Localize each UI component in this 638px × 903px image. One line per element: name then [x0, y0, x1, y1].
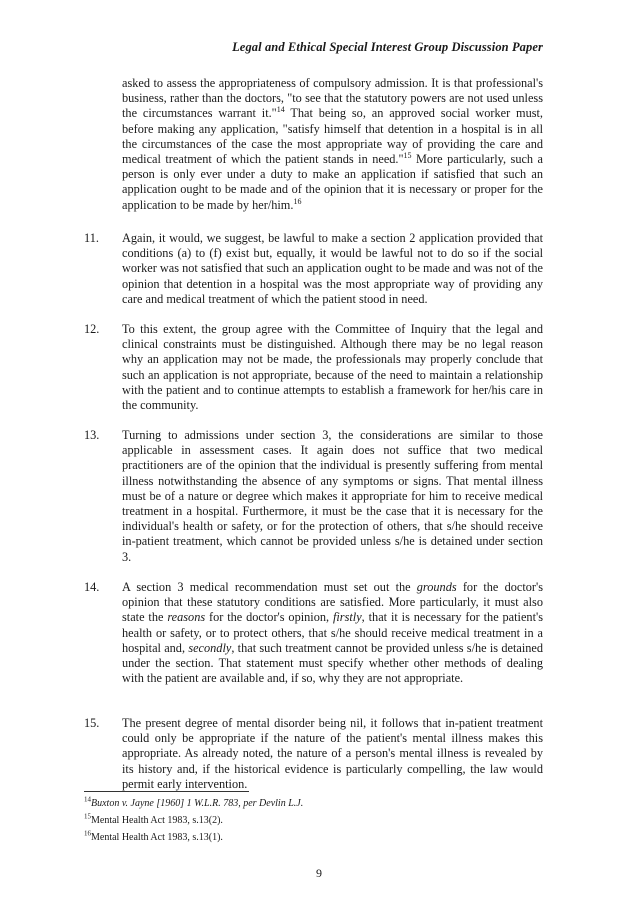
paragraph-continued: asked to assess the appropriateness of compulsory admission. It is that professional's business, rather than the doctors, "to see that the statutory powers are not used unless the circumstances warrant it."$^{14}$ That being so, an approved social worker must, before making any application, "satisfy himself that detention in a hospital is in all the circumstances of the case the most appropriate way of providing the care and medical treatment of which the patient stands in need."$^{15}$ More particularly, such a person is only ever under a duty to make an application if satisfied that such an application ought to be made and of the opinion that it is necessary or proper for the application to be made by her/him.$^{16}$ — [122, 76, 544, 212]
running-header: Legal and Ethical Special Interest Group Discussion Paper — [232, 40, 543, 54]
footnote-14 — [84, 797, 544, 810]
footnote-text: Mental Health Act 1983, s.13(2). — [91, 815, 223, 826]
paragraph-number-13: 13. — [84, 428, 100, 442]
footnote-mark: 14 — [84, 795, 91, 804]
footnote-mark: 16 — [84, 829, 91, 838]
footnote-text: Mental Health Act 1983, s.13(1). — [91, 832, 223, 843]
paragraph-14: A section 3 medical recommendation must set out the grounds for the doctor's opinion that these statutory conditions are satisfied. More particularly, it must also state the reasons for the doctor's opinion, firstly, that it is necessary for the patient's health or safety, or to protect others, that s/he should receive medical treatment in a hospital and, secondly, that such treatment cannot be provided unless s/he is detained under the section. That statement must specify whether other methods of dealing with the patient are available and, if so, why they are not appropriate. — [122, 580, 543, 686]
paragraph-number-15: 15. — [84, 716, 100, 730]
paragraph-number-11: 11. — [84, 231, 99, 245]
footnote-separator — [84, 791, 249, 792]
paragraph-12: To this extent, the group agree with the Committee of Inquiry that the legal and clinical constraints must be distinguished. Although there may be no legal reason why an application may not be made, the professionals may properly conclude that such an application is not appropriate, because of the need to maintain a relationship with the patient and to continue attempts to establish a framework for her/his care in the community. — [122, 322, 543, 413]
footnote-16 — [84, 831, 544, 844]
paragraph-15: The present degree of mental disorder being nil, it follows that in-patient treatment could only be appropriate if the nature of the patient's mental illness makes this appropriate. As already noted, the nature of a person's mental illness is revealed by its history and, if the historical evidence is particularly compelling, the law would permit early intervention. — [122, 716, 543, 791]
footnote-mark: 15 — [84, 812, 91, 821]
paragraph-13: Turning to admissions under section 3, the considerations are similar to those applicable in assessment cases. It again does not suffice that two medical practitioners are of the opinion that the individual is presently suffering from mental illness notwithstanding the absence of any symptoms or signs. That mental illness must be of a nature or degree which makes it appropriate for him to receive medical treatment in a hospital. Furthermore, it must be the case that it is necessary for the individual's health or safety, or for the protection of others, that s/he should receive in-patient treatment, which cannot be provided unless s/he is detained under section 3. — [122, 428, 543, 564]
footnote-text: Buxton v. Jayne [1960] 1 W.L.R. 783, per Devlin L.J. — [91, 798, 304, 809]
page-number: 9 — [316, 866, 322, 880]
paragraph-number-12: 12. — [84, 322, 100, 336]
paragraph-number-14: 14. — [84, 580, 100, 594]
footnote-15 — [84, 814, 544, 827]
paragraph-11: Again, it would, we suggest, be lawful to make a section 2 application provided that conditions (a) to (f) exist but, equally, it would be lawful not to do so if the social worker was not satisfied that such an application ought to be made and was not of the opinion that detention in a hospital was the most appropriate way of providing any care and medical treatment of which the patient stood in need. — [122, 231, 543, 306]
